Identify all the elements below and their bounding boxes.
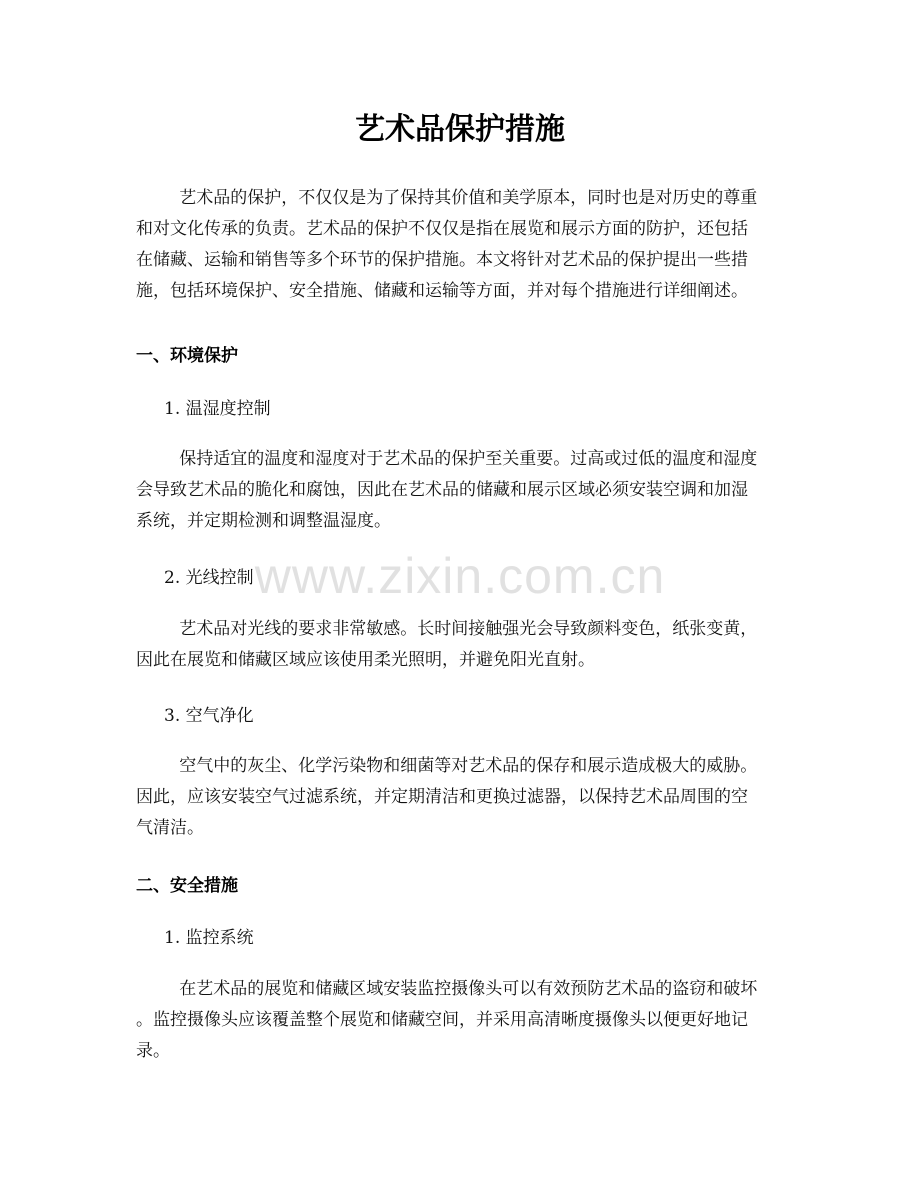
section-paragraph (136, 974, 786, 1067)
intro-line: 施，包括环境保护、安全措施、储藏和运输等方面，并对每个措施进行详细阐述。 (136, 281, 748, 301)
section-heading: 一、环境保护 (136, 346, 238, 366)
section-paragraph (136, 751, 786, 844)
paragraph-line: 录。 (136, 1041, 170, 1061)
section-paragraph (136, 444, 786, 537)
page-title: 艺术品保护措施 (355, 112, 565, 147)
paragraph-line: 艺术品对光线的要求非常敏感。长时间接触强光会导致颜料变色，纸张变黄， (136, 619, 758, 639)
subsection-title: 3. 空气净化 (164, 706, 254, 726)
subsection-title: 1. 监控系统 (164, 928, 254, 948)
intro-line: 在储藏、运输和销售等多个环节的保护措施。本文将针对艺术品的保护提出一些措 (136, 250, 748, 270)
subsection-title: 1. 温湿度控制 (164, 399, 271, 419)
intro-line: 艺术品的保护，不仅仅是为了保持其价值和美学原本，同时也是对历史的尊重 (136, 188, 758, 208)
paragraph-line: 在艺术品的展览和储藏区域安装监控摄像头可以有效预防艺术品的盗窃和破坏 (136, 979, 758, 999)
paragraph-line: 因此在展览和储藏区域应该使用柔光照明，并避免阳光直射。 (136, 650, 595, 670)
paragraph-line: 保持适宜的温度和湿度对于艺术品的保护至关重要。过高或过低的温度和湿度 (136, 449, 758, 469)
paragraph-line: 。监控摄像头应该覆盖整个展览和储藏空间，并采用高清晰度摄像头以便更好地记 (136, 1010, 748, 1030)
paragraph-line: 会导致艺术品的脆化和腐蚀，因此在艺术品的储藏和展示区域必须安装空调和加湿 (136, 480, 748, 500)
watermark: www.zixin.com.cn (254, 548, 666, 604)
intro-paragraph (136, 183, 786, 307)
paragraph-line: 因此，应该安装空气过滤系统，并定期清洁和更换过滤器，以保持艺术品周围的空 (136, 787, 748, 807)
section-heading: 二、安全措施 (136, 876, 238, 896)
intro-line: 和对文化传承的负责。艺术品的保护不仅仅是指在展览和展示方面的防护，还包括 (136, 219, 748, 239)
paragraph-line: 空气中的灰尘、化学污染物和细菌等对艺术品的保存和展示造成极大的威胁。 (136, 756, 758, 776)
section-paragraph (136, 614, 786, 676)
paragraph-line: 系统，并定期检测和调整温湿度。 (136, 511, 391, 531)
paragraph-line: 气清洁。 (136, 818, 204, 838)
subsection-title: 2. 光线控制 (164, 568, 254, 588)
